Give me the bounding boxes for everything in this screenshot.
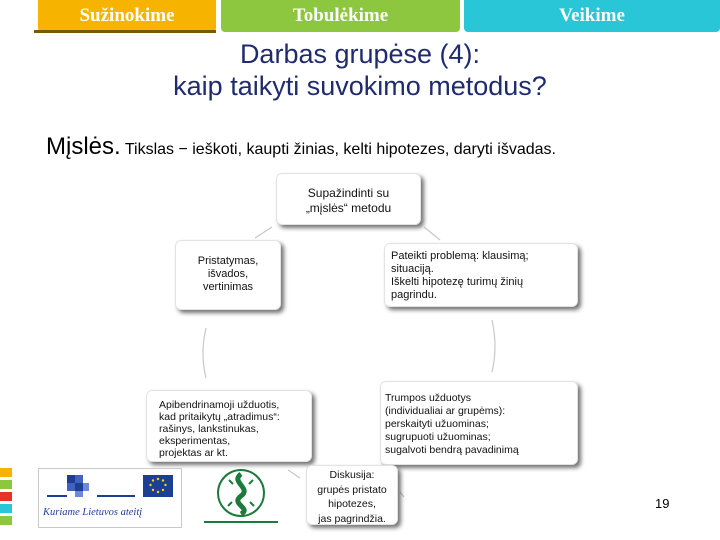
ministry-logo xyxy=(200,466,282,528)
stripe xyxy=(0,480,12,489)
box-line: projektas ar kt. xyxy=(159,447,228,459)
box-line: hipotezes, xyxy=(328,498,376,510)
box-line: Diskusija: xyxy=(329,469,375,481)
eu-funds-logo xyxy=(38,468,182,528)
box-line: sugalvoti bendrą pavadinimą xyxy=(385,444,519,456)
box-line: Pristatymas, xyxy=(197,255,259,267)
stripe xyxy=(0,468,12,477)
box-line: vertinimas xyxy=(202,281,254,293)
box-line: Pateikti problemą: klausimą; xyxy=(391,250,529,262)
step-summary-task-box xyxy=(146,390,312,462)
color-stripes xyxy=(0,468,12,528)
box-line: kad pritaikytų „atradimus“: xyxy=(159,411,280,423)
step-introduce-box xyxy=(276,173,421,225)
box-line: Supažindinti su xyxy=(307,186,390,200)
step-presentation-box xyxy=(175,240,281,310)
box-line: sugrupuoti užuominas; xyxy=(385,431,491,443)
box-line: grupės pristato xyxy=(317,483,387,496)
connector-left xyxy=(203,328,206,378)
box-line: Iškelti hipotezę turimų žinių xyxy=(391,276,524,288)
eu-logo-caption: Kuriame Lietuvos ateitį xyxy=(43,507,143,518)
stripe xyxy=(0,516,12,525)
box-line: pagrindu. xyxy=(391,289,437,301)
slide-title-line-2: kaip taikyti suvokimo metodus? xyxy=(173,71,547,101)
box-line: situaciją. xyxy=(391,263,434,275)
connector-bottom-right xyxy=(400,492,404,497)
box-line: rašinys, lankstinukas, xyxy=(159,423,259,435)
stripe xyxy=(0,492,12,501)
connector-top-right xyxy=(424,227,440,240)
stripe xyxy=(0,504,12,513)
box-line: Apibendrinamoji užduotis, xyxy=(159,399,280,411)
subtitle-text: Tikslas − ieškoti, kaupti žinias, kelti hipotezes, daryti išvadas. xyxy=(124,141,556,158)
tab-label: Tobulėkime xyxy=(292,5,389,26)
box-line: perskaityti užuominas; xyxy=(385,418,489,430)
page-number: 19 xyxy=(655,496,670,511)
subtitle-term: Mįslės. xyxy=(46,133,121,160)
eu-logo-graphic xyxy=(39,469,181,507)
box-line: jas pagrindžia. xyxy=(318,512,386,525)
step-discussion-box xyxy=(306,465,398,525)
tab-label: Veikime xyxy=(559,5,625,26)
step-problem-box xyxy=(384,243,578,307)
connector-top-left xyxy=(255,227,272,238)
box-line: Trumpos užduotys xyxy=(385,392,471,404)
connector-bottom-left xyxy=(288,470,300,478)
step-short-tasks-box xyxy=(380,381,578,465)
box-line: išvados, xyxy=(207,268,249,280)
tab-label: Sužinokime xyxy=(79,5,175,26)
slide-title-line-1: Darbas grupėse (4): xyxy=(239,39,481,69)
box-line: (individualiai ar grupėms): xyxy=(385,405,506,417)
box-line: eksperimentas, xyxy=(159,435,231,447)
connector-right xyxy=(492,320,495,372)
box-line: „mįslės“ metodu xyxy=(305,201,392,215)
